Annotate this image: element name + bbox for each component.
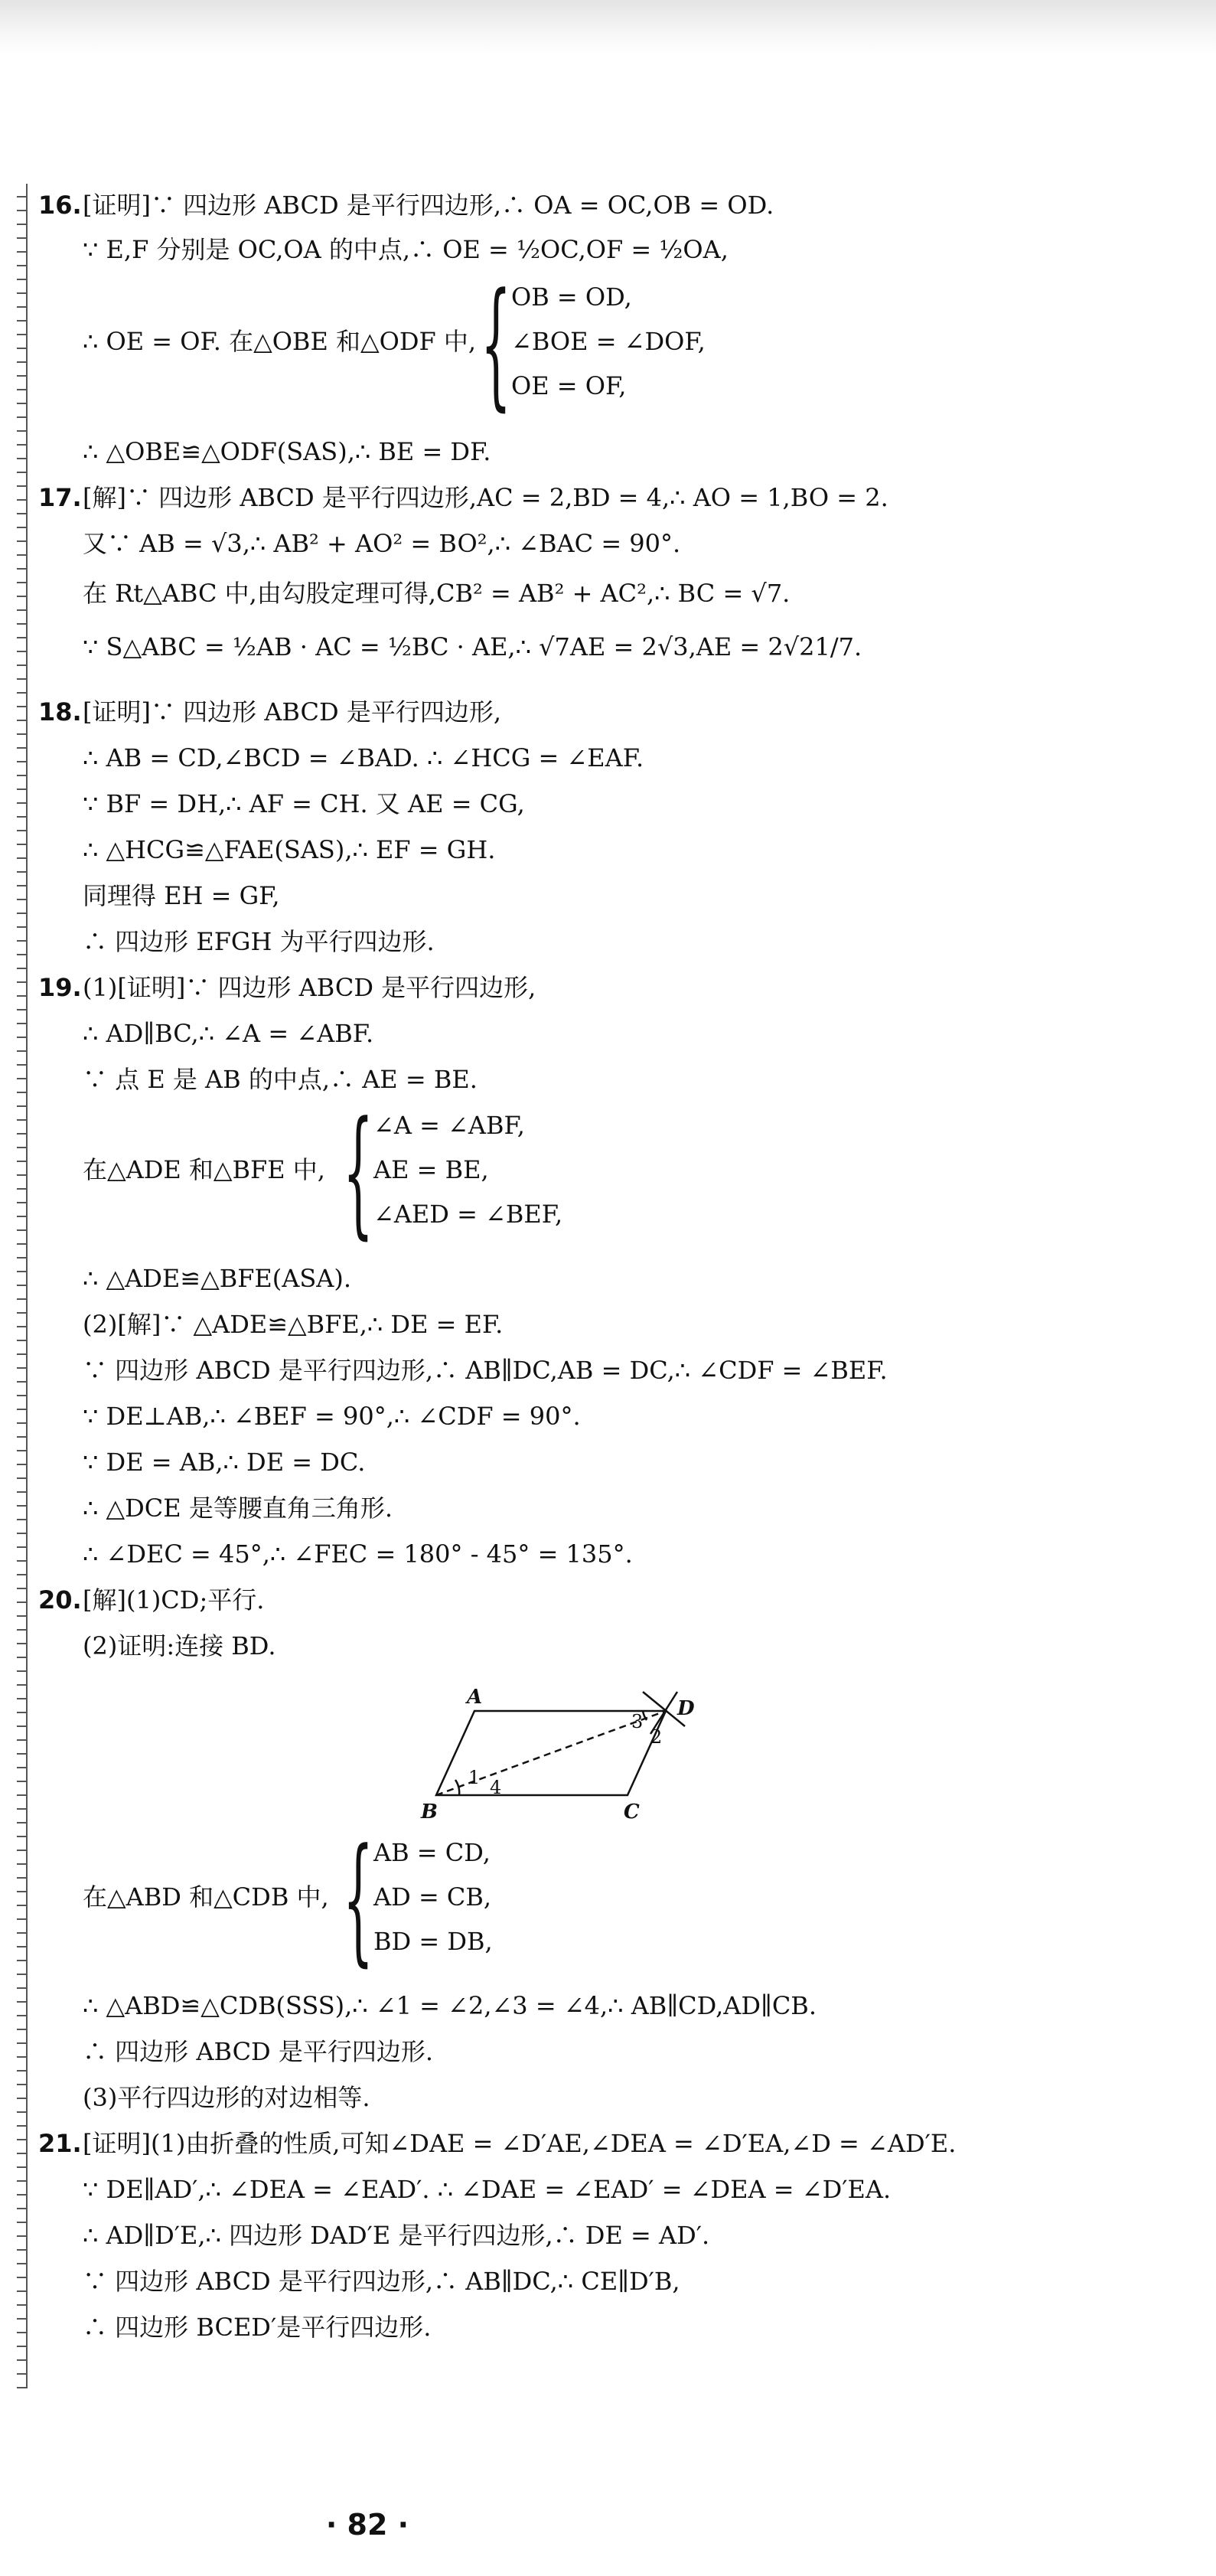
q19-line-7: ∵ 四边形 ABCD 是平行四边形,∴ AB∥DC,AB = DC,∴ ∠CDF = ∠BEF.	[83, 1356, 888, 1385]
q21-number: 21.	[38, 2129, 82, 2158]
q16-line-2: ∵ E,F 分别是 OC,OA 的中点,∴ OE = ½OC,OF = ½OA,	[83, 235, 729, 264]
q19-line-1: 19.(1)[证明]∵ 四边形 ABCD 是平行四边形,	[38, 973, 536, 1002]
angle-label-1: 1	[468, 1767, 481, 1788]
q20-number: 20.	[38, 1585, 82, 1614]
left-brace-icon: {	[343, 1092, 374, 1252]
q17-line-3: 在 Rt△ABC 中,由勾股定理可得,CB² = AB² + AC²,∴ BC = √7.	[83, 579, 791, 608]
q21-line-1: 21.[证明](1)由折叠的性质,可知∠DAE = ∠D′AE,∠DEA = ∠D′EA,∠D = ∠AD′E.	[38, 2129, 957, 2158]
q18-line-4: ∴ △HCG≌△FAE(SAS),∴ EF = GH.	[83, 835, 496, 864]
q20-line-5: ∴ 四边形 ABCD 是平行四边形.	[83, 2037, 434, 2066]
page-number: · 82 ·	[325, 2508, 409, 2542]
vertex-label-a: A	[467, 1686, 483, 1709]
q17-line-2: 又∵ AB = √3,∴ AB² + AO² = BO²,∴ ∠BAC = 90°.	[83, 529, 681, 558]
parallelogram-figure	[413, 1680, 735, 1833]
q21-line-3: ∴ AD∥D′E,∴ 四边形 DAD′E 是平行四边形,∴ DE = AD′.	[83, 2221, 710, 2250]
angle-label-4: 4	[490, 1777, 502, 1798]
binding-cut-line	[9, 184, 28, 2388]
q18-line-1: 18.[证明]∵ 四边形 ABCD 是平行四边形,	[38, 697, 502, 726]
q17-number: 17.	[38, 483, 82, 512]
q19-line-9: ∵ DE = AB,∴ DE = DC.	[83, 1448, 366, 1477]
q18-number: 18.	[38, 697, 82, 726]
left-brace-icon: {	[481, 264, 512, 424]
q19-line-3: ∵ 点 E 是 AB 的中点,∴ AE = BE.	[83, 1065, 478, 1094]
q19-line-11: ∴ ∠DEC = 45°,∴ ∠FEC = 180° - 45° = 135°.	[83, 1539, 633, 1569]
vertex-label-b: B	[421, 1801, 438, 1823]
left-brace-icon: {	[343, 1820, 374, 1980]
q21-line-2: ∵ DE∥AD′,∴ ∠DEA = ∠EAD′. ∴ ∠DAE = ∠EAD′ = ∠DEA = ∠D′EA.	[83, 2175, 892, 2204]
q21-line-5: ∴ 四边形 BCED′是平行四边形.	[83, 2313, 432, 2342]
q20-line-4: ∴ △ABD≌△CDB(SSS),∴ ∠1 = ∠2,∠3 = ∠4,∴ AB∥CD,AD∥CB.	[83, 1991, 817, 2020]
q20-line-6: (3)平行四边形的对边相等.	[83, 2083, 370, 2112]
vertex-label-d: D	[677, 1697, 695, 1720]
q16-line-1: 16.[证明]∵ 四边形 ABCD 是平行四边形,∴ OA = OC,OB = OD.	[38, 191, 774, 220]
vertex-label-c: C	[624, 1801, 640, 1823]
q18-line-6: ∴ 四边形 EFGH 为平行四边形.	[83, 927, 435, 956]
q18-line-3: ∵ BF = DH,∴ AF = CH. 又 AE = CG,	[83, 789, 525, 818]
q18-line-2: ∴ AB = CD,∠BCD = ∠BAD. ∴ ∠HCG = ∠EAF.	[83, 743, 644, 772]
q17-line-4: ∵ S△ABC = ½AB · AC = ½BC · AE,∴ √7AE = 2√3,AE = 2√21/7.	[83, 632, 862, 661]
q16-number: 16.	[38, 191, 82, 220]
angle-label-2: 2	[650, 1726, 663, 1748]
q19-line-6: (2)[解]∵ △ADE≌△BFE,∴ DE = EF.	[83, 1310, 504, 1339]
q18-line-5: 同理得 EH = GF,	[83, 881, 280, 910]
q21-line-4: ∵ 四边形 ABCD 是平行四边形,∴ AB∥DC,∴ CE∥D′B,	[83, 2267, 680, 2296]
q20-line-1: 20.[解](1)CD;平行.	[38, 1585, 265, 1614]
q19-line-2: ∴ AD∥BC,∴ ∠A = ∠ABF.	[83, 1019, 374, 1048]
q19-number: 19.	[38, 973, 82, 1002]
q19-line-8: ∵ DE⊥AB,∴ ∠BEF = 90°,∴ ∠CDF = 90°.	[83, 1402, 581, 1431]
q16-line-4: ∴ △OBE≌△ODF(SAS),∴ BE = DF.	[83, 437, 491, 466]
q17-line-1: 17.[解]∵ 四边形 ABCD 是平行四边形,AC = 2,BD = 4,∴ AO = 1,BO = 2.	[38, 483, 888, 512]
angle-arc-1	[455, 1780, 459, 1795]
q20-line-2: (2)证明:连接 BD.	[83, 1631, 276, 1660]
q19-line-5: ∴ △ADE≌△BFE(ASA).	[83, 1264, 352, 1293]
angle-label-3: 3	[631, 1711, 644, 1732]
q19-line-10: ∴ △DCE 是等腰直角三角形.	[83, 1494, 393, 1523]
scan-shadow	[0, 0, 1216, 54]
